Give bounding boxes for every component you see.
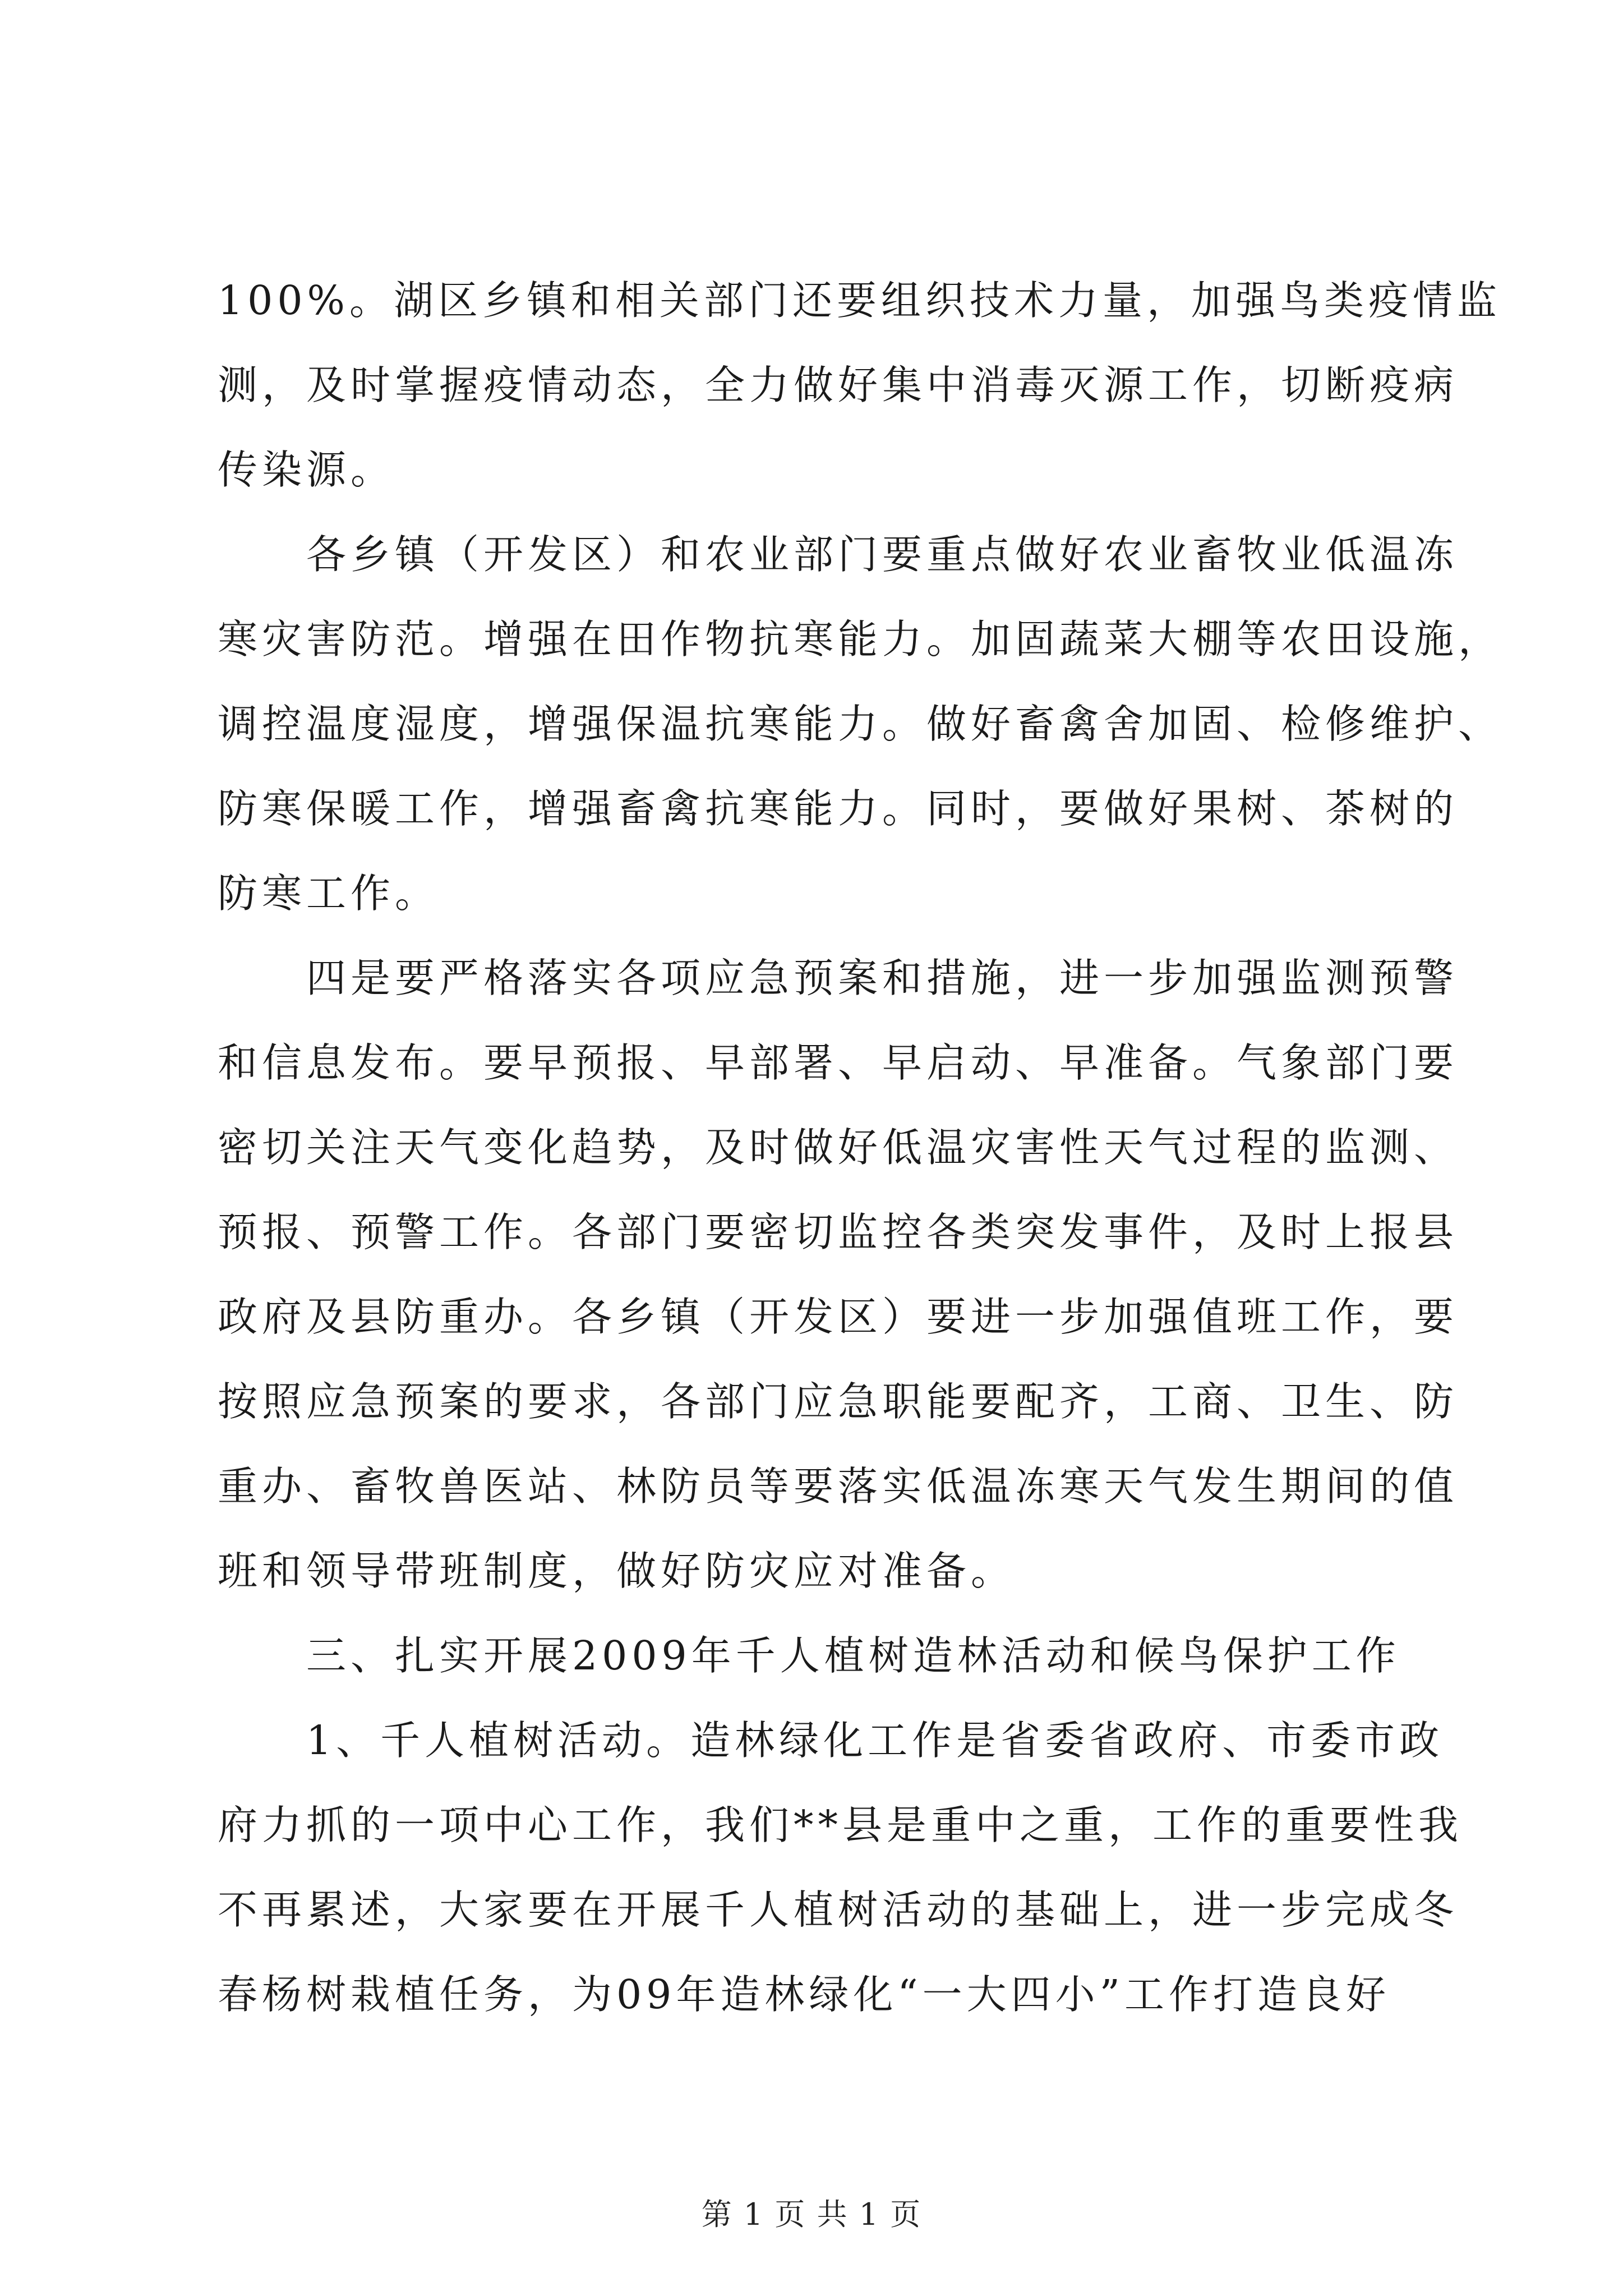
document-body <box>218 258 1503 2037</box>
text-line: 府力抓的一项中心工作，我们**县是重中之重，工作的重要性我 <box>218 1802 1463 1848</box>
text-line: 四是要严格落实各项应急预案和措施，进一步加强监测预警 <box>218 955 1459 1001</box>
text-line: 班和领导带班制度，做好防灾应对准备。 <box>218 1548 1016 1594</box>
page-footer: 第 1 页 共 1 页 <box>701 2197 922 2232</box>
text-line: 寒灾害防范。增强在田作物抗寒能力。加固蔬菜大棚等农田设施， <box>218 616 1503 662</box>
text-line: 按照应急预案的要求，各部门应急职能要配齐，工商、卫生、防 <box>218 1378 1459 1425</box>
text-line: 预报、预警工作。各部门要密切监控各类突发事件，及时上报县 <box>218 1209 1459 1255</box>
text-line: 调控温度湿度，增强保温抗寒能力。做好畜禽舍加固、检修维护、 <box>218 701 1503 747</box>
text-line: 各乡镇（开发区）和农业部门要重点做好农业畜牧业低温冻 <box>218 531 1459 578</box>
text-line: 春杨树栽植任务，为09年造林绿化“一大四小”工作打造良好 <box>218 1971 1390 2018</box>
text-line: 传染源。 <box>218 447 395 493</box>
text-line: 和信息发布。要早预报、早部署、早启动、早准备。气象部门要 <box>218 1039 1459 1086</box>
section-heading: 三、扎实开展2009年千人植树造林活动和候鸟保护工作 <box>218 1632 1400 1679</box>
text-line: 政府及县防重办。各乡镇（开发区）要进一步加强值班工作，要 <box>218 1294 1459 1340</box>
text-line: 测，及时掌握疫情动态，全力做好集中消毒灭源工作，切断疫病 <box>218 362 1459 408</box>
text-line: 不再累述，大家要在开展千人植树活动的基础上，进一步完成冬 <box>218 1887 1459 1933</box>
text-line: 重办、畜牧兽医站、林防员等要落实低温冻寒天气发生期间的值 <box>218 1463 1459 1510</box>
text-line: 100%。湖区乡镇和相关部门还要组织技术力量，加强鸟类疫情监 <box>218 277 1501 324</box>
text-line: 防寒保暖工作，增强畜禽抗寒能力。同时，要做好果树、茶树的 <box>218 785 1459 832</box>
text-line: 密切关注天气变化趋势，及时做好低温灾害性天气过程的监测、 <box>218 1124 1459 1171</box>
text-line: 1、千人植树活动。造林绿化工作是省委省政府、市委市政 <box>218 1717 1444 1764</box>
text-line: 防寒工作。 <box>218 870 440 917</box>
